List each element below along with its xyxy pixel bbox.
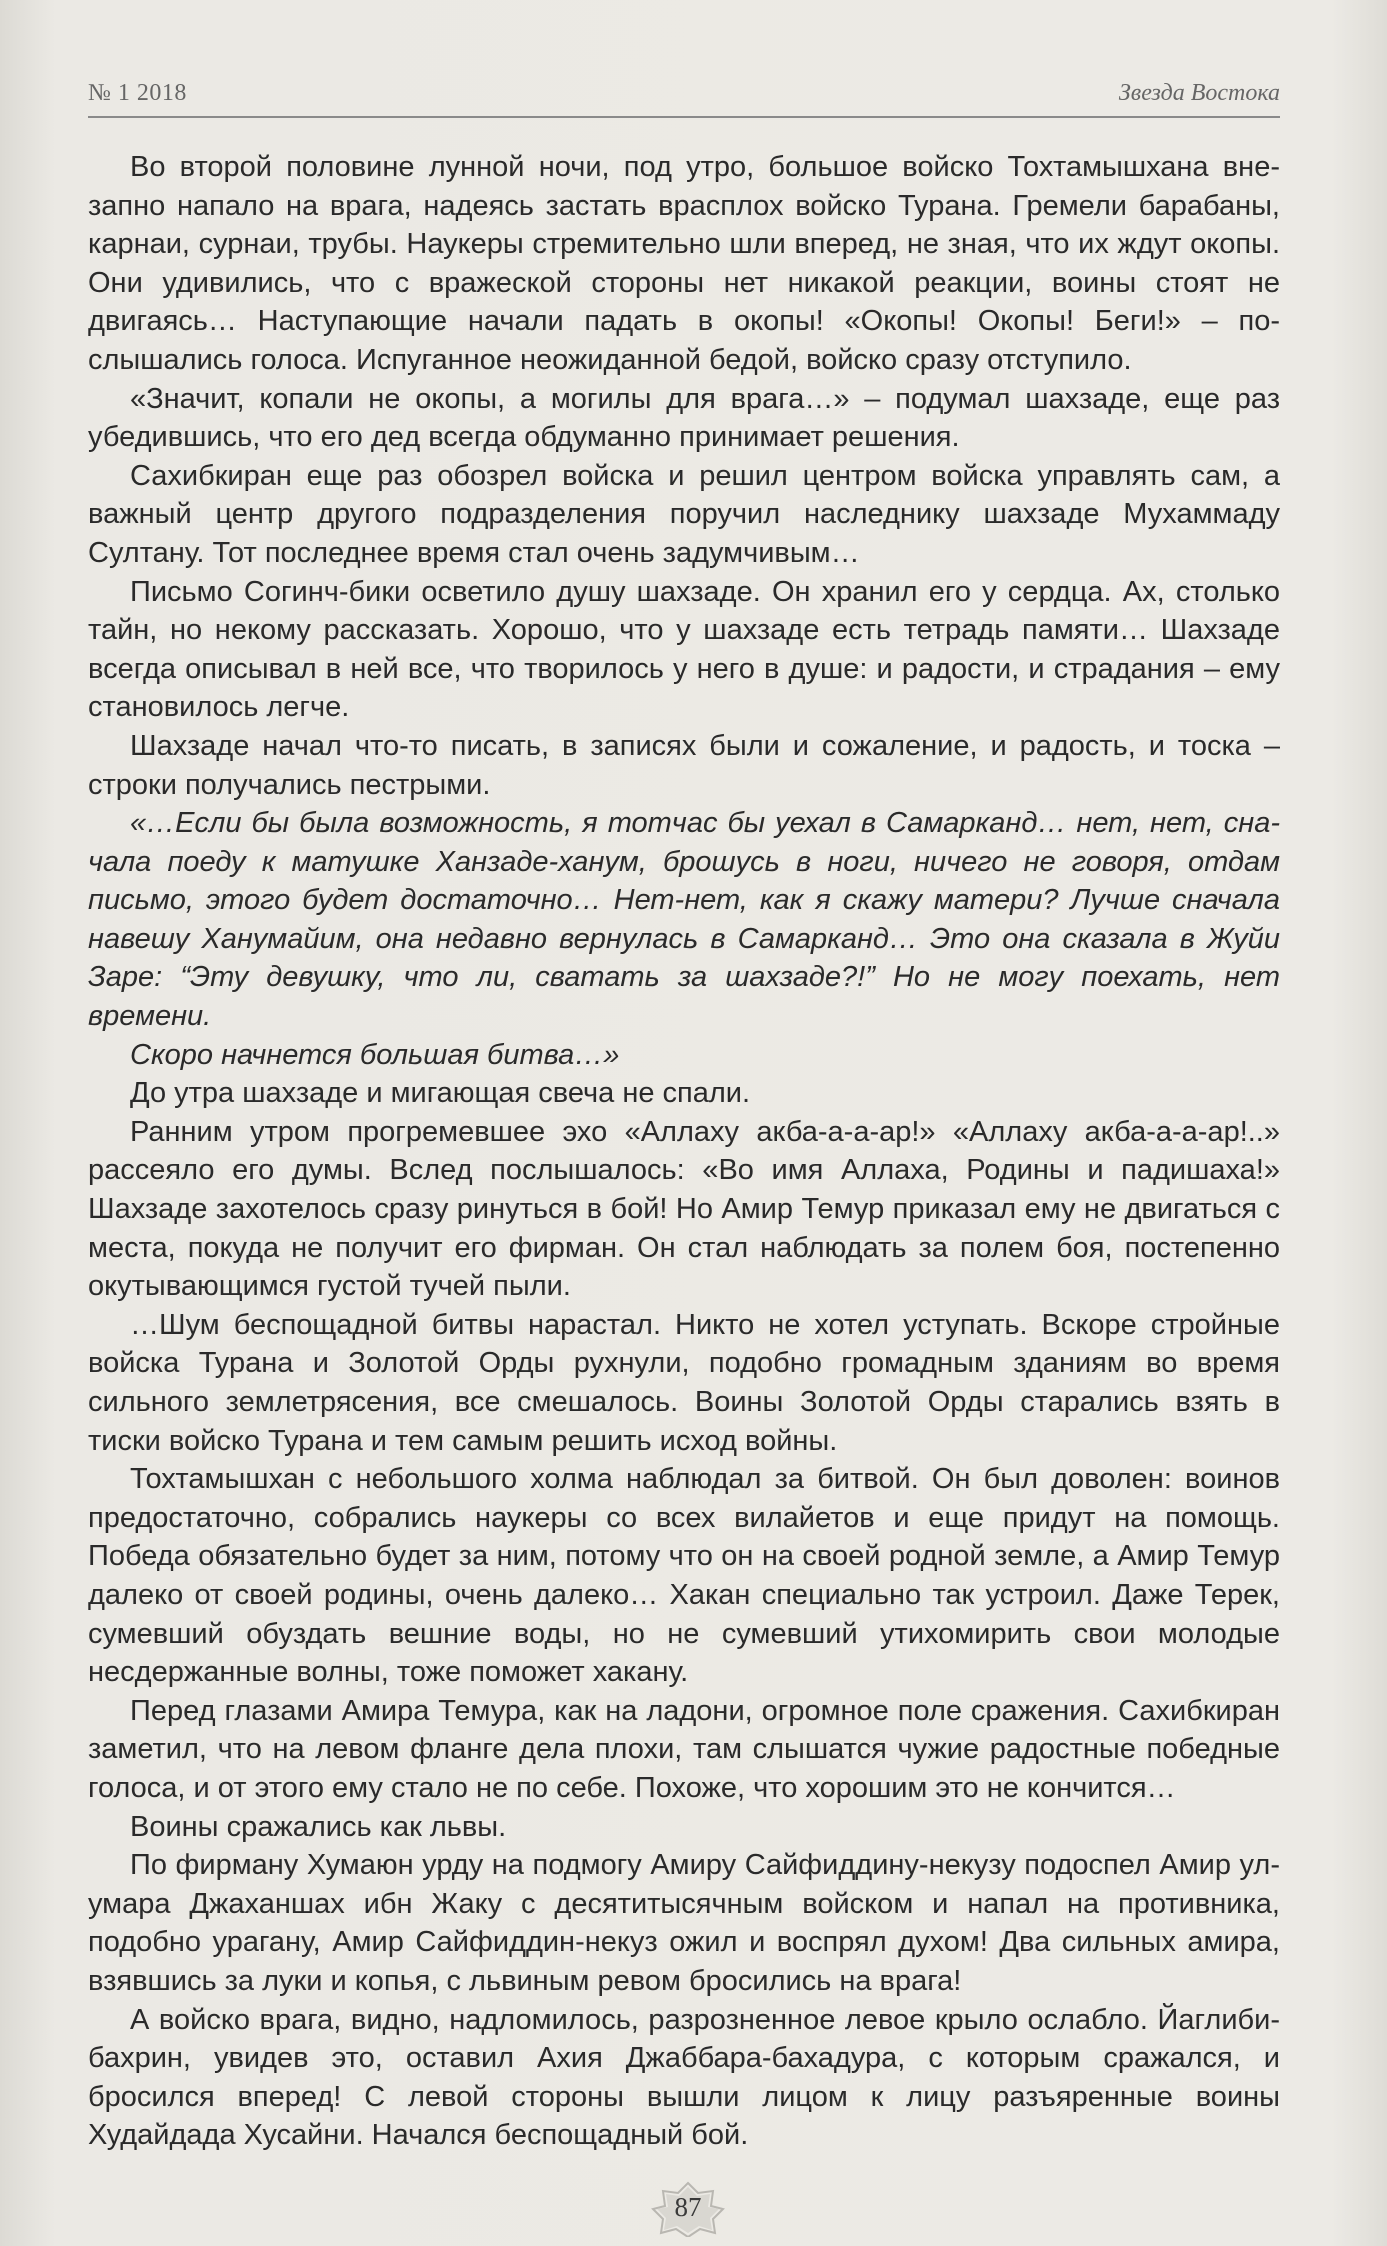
- article-text: [88, 148, 1280, 2155]
- diary-paragraph: Скоро начнется большая битва…»: [130, 1038, 620, 1071]
- journal-title: Звезда Востока: [1118, 80, 1280, 106]
- paragraph: …Шум беспощадной битвы нарастал. Никто не хотел уступать. Вскоре стройные войска Турана и Золотой Орды рухнули, подобно громадным зданиям во время сильного землетрясения, все смешалось. Воины Золотой Орды старались взять в тиски войско Турана и тем самым решить исход войны.: [88, 1308, 1280, 1457]
- paragraph: Тохтамышхан с небольшого холма наблюдал за битвой. Он был доволен: воинов предостаточно, собрались наукеры со всех вилайетов и еще придут на помощь. Победа обязательно будет за ним, потому что он на своей родной земле, а Амир Темур далеко от своей родины, очень далеко… Хакан специально так устроил. Даже Терек, сумевший обуздать вешние воды, но не сумевший утихомирить свои молодые несдержанные волны, тоже поможет хакану.: [88, 1463, 1280, 1689]
- paragraph: Перед глазами Амира Темура, как на ладони, огромное поле сражения. Сахибкиран заметил, что на левом фланге дела плохи, там слышатся чужие радостные победные голоса, и от этого ему стало не по себе. Похоже, что хорошим это не кончится…: [88, 1694, 1280, 1804]
- paragraph: Воины сражались как львы.: [130, 1810, 507, 1843]
- paragraph: Во второй половине лунной ночи, под утро, большое войско Тохтамышхана внезапно напало на врага, надеясь застать врасплох войско Турана. Гремели барабаны, карнаи, сурнаи, трубы. Наукеры стремительно шли вперед, не зная, что их ждут окопы. Они удивились, что с вражеской стороны нет никакой реакции, воины стоят не двигаясь… Наступающие начали падать в окопы! «Окопы! Окопы! Беги!» – послышались голоса. Испуганное неожиданной бедой, войско сразу отступило.: [88, 151, 1280, 376]
- diary-paragraph: «…Если бы была возможность, я тотчас бы уехал в Самарканд… нет, нет, сначала поеду к матушке Ханзаде-ханум, брошусь в ноги, ничего не говоря, отдам письмо, этого будет достаточно… Нет-нет, как я скажу матери? Лучше сначала навешу Ханумайим, она недавно вернулась в Самарканд… Это она сказала в Жуйи Заре: “Эту девушку, что ли, сватать за шахзаде?!” Но не могу поехать, нет времени.: [88, 807, 1280, 1033]
- page-number: 87: [674, 2192, 702, 2222]
- paragraph: А войско врага, видно, надломилось, разрозненное левое крыло ослабло. Йаглиби-бахрин, увидев это, оставил Ахия Джаббара-бахадура, с которым сражался, и бросился вперед! С левой стороны вышли лицом к лицу разъяренные воины Худайдада Хусайни. Начался беспощадный бой.: [88, 2003, 1280, 2152]
- page-number-ornament: [643, 2181, 733, 2237]
- paragraph: Шахзаде начал что-то писать, в записях были и сожаление, и радость, и тоска – строки получались пестрыми.: [88, 729, 1280, 801]
- paragraph: Ранним утром прогремевшее эхо «Аллаху акба-а-а-ар!» «Аллаху акба-а-а-ар!..» рассеяло его думы. Вслед послышалось: «Во имя Аллаха, Родины и падишаха!» Шахзаде захотелось сразу ринуться в бой! Но Амир Темур приказал ему не двигаться с места, покуда не получит его фирман. Он стал наблюдать за полем боя, постепенно окутывающимся густой тучей пыли.: [88, 1115, 1280, 1303]
- issue-label: № 1 2018: [88, 80, 187, 106]
- paragraph: По фирману Хумаюн урду на подмогу Амиру Сайфиддину-некузу подоспел Амир ул-умара Джаханшах ибн Жаку с десятитысячным войском и напал на противника, подобно урагану, Амир Сайфиддин-некуз ожил и воспрял духом! Два сильных амира, взявшись за луки и копья, с львиным ревом бросились на врага!: [88, 1849, 1280, 1997]
- paragraph: До утра шахзаде и мигающая свеча не спали.: [130, 1077, 751, 1110]
- running-header: [88, 76, 1280, 118]
- paragraph: Письмо Согинч-бики осветило душу шахзаде. Он хранил его у сердца. Ах, столько тайн, но некому рассказать. Хорошо, что у шахзаде есть тетрадь памяти… Шахзаде всегда описывал в ней все, что творилось у него в душе: и радости, и страдания – ему становилось легче.: [88, 575, 1280, 724]
- paragraph: Сахибкиран еще раз обозрел войска и решил центром войска управлять сам, а важный центр другого подразделения поручил наследнику шахзаде Мухаммаду Султану. Тот последнее время стал очень задумчивым…: [88, 459, 1280, 569]
- paragraph: «Значит, копали не окопы, а могилы для врага…» – подумал шахзаде, еще раз убедившись, что его дед всегда обдуманно принимает решения.: [88, 382, 1280, 454]
